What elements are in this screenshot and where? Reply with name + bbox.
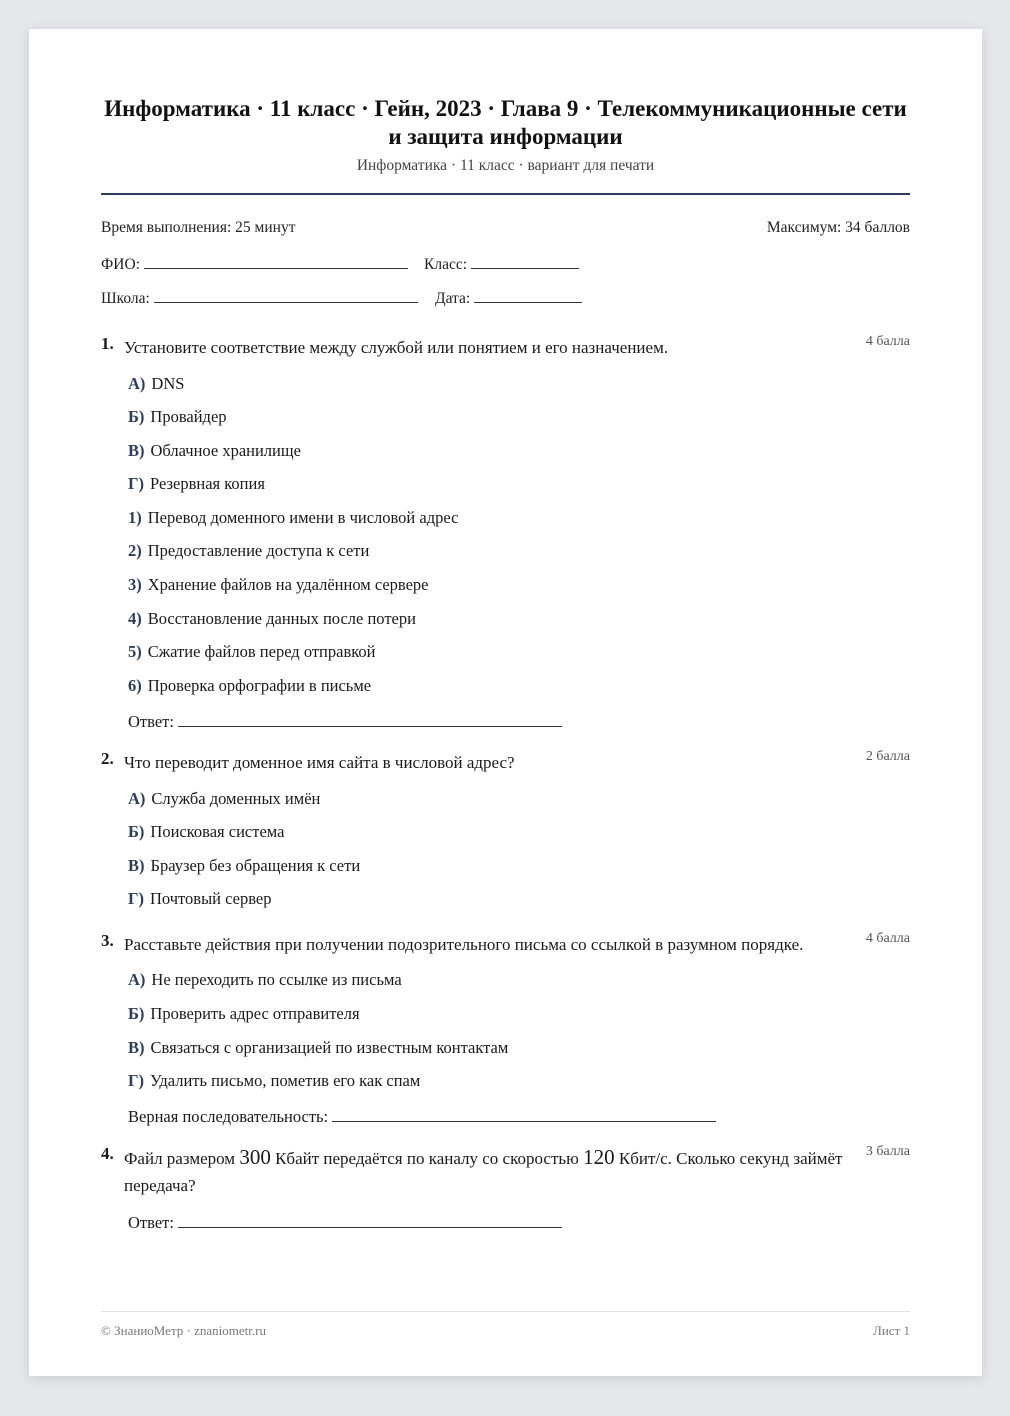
fio-field[interactable] bbox=[101, 252, 408, 274]
option-marker: 1) bbox=[128, 508, 142, 527]
answer-label: Ответ: bbox=[128, 1213, 174, 1232]
answer-blank[interactable] bbox=[178, 710, 562, 727]
sequence-item bbox=[128, 1071, 420, 1091]
file-size-value: 300 bbox=[239, 1145, 271, 1169]
option-text: Проверка орфографии в письме bbox=[147, 676, 372, 695]
question-text-part: Файл размером bbox=[124, 1149, 240, 1168]
class-label: Класс: bbox=[424, 256, 468, 273]
question-text bbox=[124, 1144, 844, 1199]
option-marker: Г) bbox=[128, 474, 144, 493]
answer-option[interactable] bbox=[128, 856, 360, 876]
date-label: Дата: bbox=[435, 290, 471, 307]
option-text: DNS bbox=[151, 374, 185, 393]
question-text-part: Кбит/с. Сколько секунд займёт передача? bbox=[124, 1149, 843, 1195]
sequence-item bbox=[128, 970, 402, 990]
answer-field[interactable] bbox=[128, 710, 562, 732]
question-text: Что переводит доменное имя сайта в числовой адрес? bbox=[124, 753, 515, 772]
header-divider bbox=[101, 193, 910, 195]
fio-label: ФИО: bbox=[101, 256, 140, 273]
question-number: 4. bbox=[101, 1144, 114, 1163]
school-blank[interactable] bbox=[154, 286, 418, 303]
school-field[interactable] bbox=[101, 286, 418, 308]
answer-label: Ответ: bbox=[128, 712, 174, 731]
option-marker: 5) bbox=[128, 642, 142, 661]
option-text: Облачное хранилище bbox=[150, 441, 301, 460]
match-right-item bbox=[128, 642, 376, 662]
option-text: Провайдер bbox=[150, 407, 227, 426]
option-marker: Б) bbox=[128, 407, 145, 426]
footer-copyright: © ЗнаниоМетр · znaniometr.ru bbox=[101, 1323, 266, 1338]
answer-option[interactable] bbox=[128, 889, 271, 909]
option-text: Сжатие файлов перед отправкой bbox=[147, 642, 376, 661]
option-text: Не переходить по ссылке из письма bbox=[151, 970, 402, 989]
option-marker: 3) bbox=[128, 575, 142, 594]
option-text: Связаться с организацией по известным контактам bbox=[150, 1038, 509, 1057]
page-subtitle: Информатика · 11 класс · вариант для печати bbox=[356, 157, 655, 174]
match-left-item bbox=[128, 374, 184, 394]
answer-option[interactable] bbox=[128, 822, 284, 842]
option-text: Служба доменных имён bbox=[151, 789, 321, 808]
option-text: Поисковая система bbox=[150, 822, 285, 841]
match-right-item bbox=[128, 541, 369, 561]
option-marker: А) bbox=[128, 374, 146, 393]
match-left-item bbox=[128, 474, 265, 494]
answer-label: Верная последовательность: bbox=[128, 1107, 329, 1126]
option-marker: 2) bbox=[128, 541, 142, 560]
option-marker: Б) bbox=[128, 822, 145, 841]
school-label: Школа: bbox=[101, 290, 150, 307]
option-text: Предоставление доступа к сети bbox=[147, 541, 370, 560]
sequence-answer-field[interactable] bbox=[128, 1105, 716, 1127]
question-points: 3 балла bbox=[865, 1144, 910, 1159]
question-points: 4 балла bbox=[865, 931, 910, 946]
option-marker: А) bbox=[128, 970, 146, 989]
page-title: Информатика · 11 класс · Гейн, 2023 · Глава 9 · Телекоммуникационные сети и защита информации bbox=[104, 96, 907, 149]
match-right-item bbox=[128, 508, 458, 528]
option-marker: 6) bbox=[128, 676, 142, 695]
meta-row bbox=[101, 219, 910, 237]
sequence-item bbox=[128, 1038, 508, 1058]
footer-page-number: Лист 1 bbox=[873, 1323, 910, 1338]
option-marker: А) bbox=[128, 789, 146, 808]
option-marker: Г) bbox=[128, 1071, 144, 1090]
option-text: Почтовый сервер bbox=[150, 889, 272, 908]
match-left-item bbox=[128, 407, 227, 427]
question-text: Установите соответствие между службой или понятием и его назначением. bbox=[124, 338, 669, 357]
question-text-part: Кбайт передаётся по каналу со скоростью bbox=[270, 1149, 584, 1168]
option-marker: В) bbox=[128, 441, 145, 460]
max-score: Максимум: 34 баллов bbox=[766, 219, 910, 236]
option-text: Удалить письмо, пометив его как спам bbox=[150, 1071, 421, 1090]
question-number: 1. bbox=[101, 334, 114, 353]
match-right-item bbox=[128, 676, 371, 696]
answer-blank[interactable] bbox=[178, 1211, 562, 1228]
speed-value: 120 bbox=[583, 1145, 615, 1169]
question-text: Расставьте действия при получении подозрительного письма со ссылкой в разумном порядке. bbox=[124, 935, 804, 954]
match-right-item bbox=[128, 575, 429, 595]
option-text: Проверить адрес отправителя bbox=[150, 1004, 360, 1023]
option-text: Браузер без обращения к сети bbox=[150, 856, 361, 875]
footer-divider bbox=[101, 1311, 910, 1312]
worksheet-page bbox=[29, 29, 982, 1376]
question-points: 4 балла bbox=[865, 334, 910, 349]
option-marker: Г) bbox=[128, 889, 144, 908]
sequence-item bbox=[128, 1004, 360, 1024]
date-field[interactable] bbox=[435, 286, 582, 308]
class-blank[interactable] bbox=[471, 252, 579, 269]
answer-blank[interactable] bbox=[332, 1105, 716, 1122]
answer-option[interactable] bbox=[128, 789, 320, 809]
option-marker: 4) bbox=[128, 609, 142, 628]
option-marker: В) bbox=[128, 1038, 145, 1057]
answer-field[interactable] bbox=[128, 1211, 562, 1233]
option-text: Перевод доменного имени в числовой адрес bbox=[147, 508, 459, 527]
date-blank[interactable] bbox=[474, 286, 582, 303]
time-limit: Время выполнения: 25 минут bbox=[101, 219, 296, 236]
match-left-item bbox=[128, 441, 301, 461]
question-number: 3. bbox=[101, 931, 114, 950]
question-points: 2 балла bbox=[865, 749, 910, 764]
class-field[interactable] bbox=[424, 252, 579, 274]
option-text: Хранение файлов на удалённом сервере bbox=[147, 575, 429, 594]
option-marker: В) bbox=[128, 856, 145, 875]
option-text: Резервная копия bbox=[150, 474, 265, 493]
option-text: Восстановление данных после потери bbox=[147, 609, 416, 628]
fio-blank[interactable] bbox=[144, 252, 408, 269]
question-number: 2. bbox=[101, 749, 114, 768]
match-right-item bbox=[128, 609, 416, 629]
option-marker: Б) bbox=[128, 1004, 145, 1023]
